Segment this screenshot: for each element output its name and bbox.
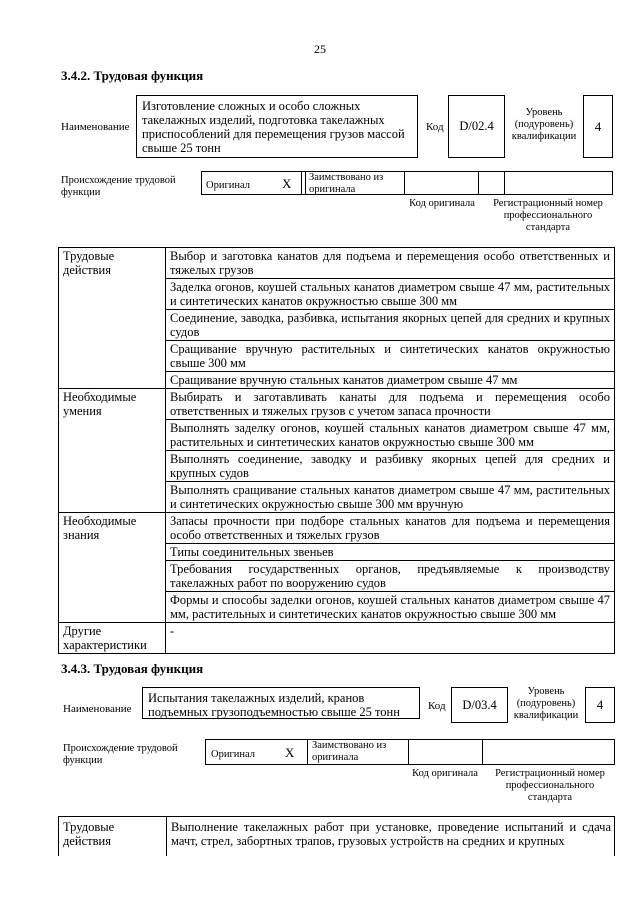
table-cell: Выбор и заготовка канатов для подъема и перемещения особо ответственных и тяжелых грузов <box>166 248 615 279</box>
borrowed-label: Заимствовано из оригинала <box>312 740 387 763</box>
table-cell: Выполнять сращивание стальных канатов диаметром свыше 47 мм, растительных и синтетических окружностью свыше 300 мм вручную <box>166 482 615 513</box>
table-cell: Сращивание вручную стальных канатов диаметром свыше 47 мм <box>166 372 615 389</box>
table-cell: Соединение, заводка, разбивка, испытания якорных цепей для средних и крупных судов <box>166 310 615 341</box>
level-value: 4 <box>585 687 615 723</box>
row-label-actions: Трудовые действия <box>59 817 167 856</box>
table-cell: Формы и способы заделки огонов, коушей стальных канатов диаметром свыше 47 мм, растительных и синтетических канатов окружностью свыше 300 мм <box>166 592 615 623</box>
function-name-box: Испытания такелажных изделий, кранов подъемных грузоподъемностью свыше 25 тонн <box>142 687 420 719</box>
origin-label: Происхождение трудовой функции <box>61 175 176 198</box>
origin-code-label: Код оригинала <box>412 768 478 779</box>
name-label: Наименование <box>61 121 130 133</box>
code-label: Код <box>428 700 446 712</box>
table-cell: Заделка огонов, коушей стальных канатов диаметром свыше 47 мм, растительных и синтетических канатов окружностью свыше 300 мм <box>166 279 615 310</box>
row-label-actions: Трудовые действия <box>59 248 166 389</box>
section-title-343: 3.4.3. Трудовая функция <box>61 661 204 676</box>
origin-label: Происхождение трудовой функции <box>63 743 178 766</box>
origin-box <box>205 739 615 765</box>
table-cell: Запасы прочности при подборе стальных канатов для подъема и перемещения особо ответственных и тяжелых грузов <box>166 513 615 544</box>
reg-number-label: Регистрационный номер профессионального стандарта <box>493 198 603 233</box>
section-title-342: 3.4.2. Трудовая функция <box>61 68 204 83</box>
table-342 <box>58 247 615 654</box>
code-label: Код <box>426 121 444 133</box>
function-name-box: Изготовление сложных и особо сложных такелажных изделий, подготовка такелажных приспособлений для перемещения грузов массой свыше 25 тонн <box>136 95 418 158</box>
name-label: Наименование <box>63 703 132 715</box>
table-cell: Выполнять заделку огонов, коушей стальных канатов диаметром свыше 47 мм, растительных и синтетических канатов окружностью свыше 300 мм <box>166 420 615 451</box>
original-mark: X <box>285 745 295 760</box>
level-label: Уровень (подуровень) квалификации <box>513 686 579 721</box>
row-label-skills: Необходимые умения <box>59 389 166 513</box>
table-cell: Сращивание вручную растительных и синтетических канатов окружностью свыше 300 мм <box>166 341 615 372</box>
table-343 <box>58 816 615 856</box>
table-cell: Требования государственных органов, предъявляемые к производству такелажных работ по вооружению судов <box>166 561 615 592</box>
origin-code-label: Код оригинала <box>409 198 475 209</box>
row-label-knowledge: Необходимые знания <box>59 513 166 623</box>
page-number: 25 <box>314 42 326 56</box>
table-cell: Выполнять соединение, заводку и разбивку якорных цепей для средних и крупных судов <box>166 451 615 482</box>
original-mark: X <box>282 176 292 191</box>
level-value: 4 <box>583 95 613 158</box>
borrowed-label: Заимствовано из оригинала <box>309 172 384 195</box>
table-cell: Выполнение такелажных работ при установке, проведение испытаний и сдача мачт, стрел, забортных трапов, грузовых устройств на средних и крупных <box>171 820 611 848</box>
table-cell: Выбирать и заготавливать канаты для подъема и перемещения особо ответственных и тяжелых грузов с учетом запаса прочности <box>166 389 615 420</box>
original-label: Оригинал <box>211 749 255 760</box>
code-value: D/02.4 <box>448 95 505 158</box>
code-value: D/03.4 <box>451 687 508 723</box>
reg-number-label: Регистрационный номер профессионального стандарта <box>495 768 605 803</box>
row-label-other: Другие характеристики <box>59 623 166 654</box>
table-cell: - <box>166 623 615 654</box>
original-label: Оригинал <box>206 180 250 191</box>
level-label: Уровень (подуровень) квалификации <box>511 107 577 142</box>
table-cell: Типы соединительных звеньев <box>166 544 615 561</box>
